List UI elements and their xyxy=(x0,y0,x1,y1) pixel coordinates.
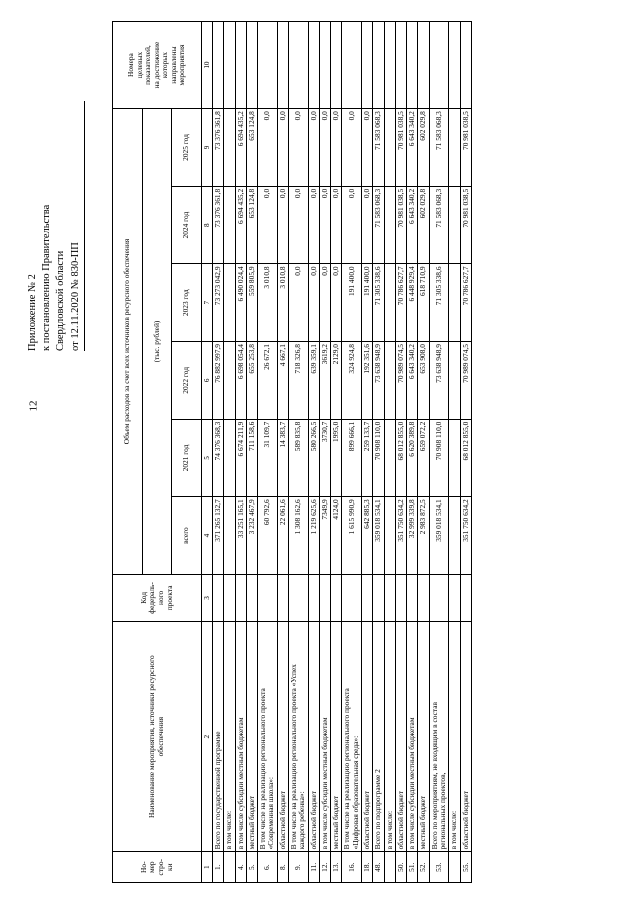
index-2: 2 xyxy=(202,621,213,852)
col-header-targets: Номера целевых показателей, на достижение которых направлены мероприятия xyxy=(113,21,202,108)
cell-2025: 653 124,8 xyxy=(246,108,257,186)
cell-federal-project-code xyxy=(235,574,246,621)
cell-total: 3 232 467,9 xyxy=(246,496,257,574)
cell-2023: 6 490 024,4 xyxy=(235,263,246,341)
cell-2023: 70 786 627,7 xyxy=(460,263,471,341)
cell-measure-name: в том числе субсидии местным бюджетам xyxy=(319,621,330,852)
table-row xyxy=(246,21,257,882)
cell-total: 1 308 162,6 xyxy=(289,496,309,574)
cell-2022: 6 698 054,4 xyxy=(235,341,246,419)
cell-row-number: 11. xyxy=(308,851,319,882)
cell-row-number: 8. xyxy=(277,851,288,882)
col-header-2025: 2025 год xyxy=(172,108,202,186)
cell-2021: 68 012 855,0 xyxy=(395,419,406,497)
cell-federal-project-code xyxy=(395,574,406,621)
cell-row-number: 4. xyxy=(235,851,246,882)
cell-2023: 3 010,8 xyxy=(277,263,288,341)
cell-row-number: 1. xyxy=(213,851,224,882)
cell-2021: 74 376 368,3 xyxy=(213,419,224,497)
cell-row-number xyxy=(449,851,460,882)
cell-2022: 2129,0 xyxy=(331,341,342,419)
cell-2023 xyxy=(449,263,460,341)
cell-2025: 71 583 068,3 xyxy=(429,108,449,186)
cell-total: 359 018 534,1 xyxy=(373,496,384,574)
cell-2024: 0,0 xyxy=(331,186,342,264)
cell-target-indicators xyxy=(407,21,418,108)
cell-2021 xyxy=(449,419,460,497)
cell-2023: 0,0 xyxy=(308,263,319,341)
cell-target-indicators xyxy=(460,21,471,108)
cell-target-indicators xyxy=(308,21,319,108)
cell-total: 642 885,3 xyxy=(362,496,373,574)
cell-measure-name: местный бюджет xyxy=(418,621,429,852)
cell-2025: 70 981 038,5 xyxy=(460,108,471,186)
table-row xyxy=(258,21,278,882)
table-row xyxy=(407,21,418,882)
cell-2024: 0,0 xyxy=(289,186,309,264)
cell-2022: 76 882 997,9 xyxy=(213,341,224,419)
cell-row-number xyxy=(224,851,235,882)
cell-2023: 191 400,0 xyxy=(362,263,373,341)
cell-row-number: 12. xyxy=(319,851,330,882)
index-4: 4 xyxy=(202,496,213,574)
table-row xyxy=(235,21,246,882)
cell-2024: 0,0 xyxy=(277,186,288,264)
cell-2024: 71 583 068,3 xyxy=(373,186,384,264)
cell-2025: 0,0 xyxy=(258,108,278,186)
document-header xyxy=(26,21,85,351)
index-1: 1 xyxy=(202,851,213,882)
table-row xyxy=(289,21,309,882)
cell-total: 359 018 534,1 xyxy=(429,496,449,574)
cell-2025: 71 583 068,3 xyxy=(373,108,384,186)
cell-row-number: 6. xyxy=(258,851,278,882)
cell-measure-name: Всего по подпрограмме 2 xyxy=(373,621,384,852)
cell-2025: 0,0 xyxy=(362,108,373,186)
cell-federal-project-code xyxy=(460,574,471,621)
index-8: 8 xyxy=(202,186,213,264)
header-line-1: Приложение № 2 xyxy=(27,273,38,351)
cell-total xyxy=(224,496,235,574)
cell-2021: 70 908 110,0 xyxy=(429,419,449,497)
cell-2022: 73 638 948,9 xyxy=(429,341,449,419)
cell-measure-name: областной бюджет xyxy=(395,621,406,852)
cell-total: 60 792,6 xyxy=(258,496,278,574)
cell-2021: 6 674 211,9 xyxy=(235,419,246,497)
cell-2021: 31 109,7 xyxy=(258,419,278,497)
cell-row-number: 50. xyxy=(395,851,406,882)
cell-target-indicators xyxy=(362,21,373,108)
cell-2022: 639 359,1 xyxy=(308,341,319,419)
cell-total: 351 750 634,2 xyxy=(460,496,471,574)
cell-2022: 73 638 948,9 xyxy=(373,341,384,419)
index-5: 5 xyxy=(202,419,213,497)
col-header-total: всего xyxy=(172,496,202,574)
table-row xyxy=(308,21,319,882)
cell-2021 xyxy=(224,419,235,497)
cell-total xyxy=(384,496,395,574)
cell-measure-name: местный бюджет xyxy=(246,621,257,852)
cell-2024: 0,0 xyxy=(258,186,278,264)
cell-2022: 324 924,8 xyxy=(342,341,362,419)
index-10: 10 xyxy=(202,21,213,108)
cell-federal-project-code xyxy=(308,574,319,621)
cell-total: 371 265 132,7 xyxy=(213,496,224,574)
cell-target-indicators xyxy=(213,21,224,108)
cell-2025 xyxy=(384,108,395,186)
col-header-name: Наименование мероприятия, источники ресурсного обеспечения xyxy=(113,621,202,852)
cell-federal-project-code xyxy=(246,574,257,621)
cell-2024: 70 981 038,5 xyxy=(460,186,471,264)
table-head xyxy=(113,21,213,882)
resource-table xyxy=(112,21,472,883)
header-row-1 xyxy=(113,21,143,882)
cell-2025: 0,0 xyxy=(342,108,362,186)
cell-target-indicators xyxy=(258,21,278,108)
cell-measure-name: областной бюджет xyxy=(308,621,319,852)
cell-2022: 4 667,1 xyxy=(277,341,288,419)
col-header-2023: 2023 год xyxy=(172,263,202,341)
cell-2021: 70 908 110,0 xyxy=(373,419,384,497)
cell-federal-project-code xyxy=(362,574,373,621)
index-6: 6 xyxy=(202,341,213,419)
table-row xyxy=(460,21,471,882)
document-page xyxy=(20,13,620,893)
cell-federal-project-code xyxy=(213,574,224,621)
cell-2023: 6 448 929,4 xyxy=(407,263,418,341)
cell-2025: 0,0 xyxy=(308,108,319,186)
cell-2024 xyxy=(449,186,460,264)
cell-federal-project-code xyxy=(331,574,342,621)
cell-measure-name: Всего по мероприятиям, не входящим в состав региональных проектов, xyxy=(429,621,449,852)
cell-2023: 0,0 xyxy=(289,263,309,341)
cell-measure-name: В том числе на реализацию регионального проекта «Современная школа»: xyxy=(258,621,278,852)
table-row xyxy=(342,21,362,882)
cell-2023: 0,0 xyxy=(331,263,342,341)
col-header-2024: 2024 год xyxy=(172,186,202,264)
cell-total: 4124,0 xyxy=(331,496,342,574)
cell-measure-name: областной бюджет xyxy=(362,621,373,852)
cell-target-indicators xyxy=(395,21,406,108)
table-row xyxy=(362,21,373,882)
index-7: 7 xyxy=(202,263,213,341)
cell-2021 xyxy=(384,419,395,497)
cell-2023: 73 273 042,9 xyxy=(213,263,224,341)
cell-row-number: 5. xyxy=(246,851,257,882)
cell-2023: 71 305 338,6 xyxy=(429,263,449,341)
cell-total: 33 251 165,1 xyxy=(235,496,246,574)
cell-federal-project-code xyxy=(384,574,395,621)
cell-2024: 71 583 068,3 xyxy=(429,186,449,264)
cell-2025: 602 029,8 xyxy=(418,108,429,186)
cell-2023: 0,0 xyxy=(319,263,330,341)
cell-total: 7349,9 xyxy=(319,496,330,574)
table-row xyxy=(213,21,224,882)
header-line-4: от 12.11.2020 № 830-ПП xyxy=(69,241,81,351)
cell-2024: 73 376 361,8 xyxy=(213,186,224,264)
cell-2022: 26 672,1 xyxy=(258,341,278,419)
cell-measure-name: в том числе: xyxy=(384,621,395,852)
cell-2024: 0,0 xyxy=(308,186,319,264)
cell-target-indicators xyxy=(342,21,362,108)
cell-target-indicators xyxy=(429,21,449,108)
cell-row-number: 13. xyxy=(331,851,342,882)
cell-2022: 3619,2 xyxy=(319,341,330,419)
cell-2021: 580 266,5 xyxy=(308,419,319,497)
cell-target-indicators xyxy=(224,21,235,108)
cell-2024: 602 029,8 xyxy=(418,186,429,264)
table-row xyxy=(395,21,406,882)
column-index-row xyxy=(202,21,213,882)
cell-row-number: 51. xyxy=(407,851,418,882)
cell-2025 xyxy=(449,108,460,186)
cell-total: 32 999 339,8 xyxy=(407,496,418,574)
cell-federal-project-code xyxy=(289,574,309,621)
cell-2022: 653 908,0 xyxy=(418,341,429,419)
cell-federal-project-code xyxy=(224,574,235,621)
col-header-no: Но- мер стро- ки xyxy=(113,851,202,882)
header-line-3: Свердловской области xyxy=(55,250,67,351)
cell-2025: 6 694 435,2 xyxy=(235,108,246,186)
cell-2022: 718 326,8 xyxy=(289,341,309,419)
cell-2024: 653 124,8 xyxy=(246,186,257,264)
cell-federal-project-code xyxy=(258,574,278,621)
col-header-2021: 2021 год xyxy=(172,419,202,497)
cell-2022 xyxy=(384,341,395,419)
cell-total: 1 219 625,6 xyxy=(308,496,319,574)
index-3: 3 xyxy=(202,574,213,621)
cell-2024 xyxy=(224,186,235,264)
cell-total: 1 615 990,9 xyxy=(342,496,362,574)
cell-target-indicators xyxy=(373,21,384,108)
cell-federal-project-code xyxy=(449,574,460,621)
table-row xyxy=(449,21,460,882)
cell-total: 2 983 872,5 xyxy=(418,496,429,574)
cell-2022: 655 253,8 xyxy=(246,341,257,419)
cell-total: 351 750 634,2 xyxy=(395,496,406,574)
cell-measure-name: В том числе на реализацию регионального проекта «Успех каждого ребенка»: xyxy=(289,621,309,852)
cell-2023: 71 305 338,6 xyxy=(373,263,384,341)
cell-row-number: 52. xyxy=(418,851,429,882)
cell-2025 xyxy=(224,108,235,186)
cell-measure-name: в том числе субсидии местным бюджетам xyxy=(407,621,418,852)
cell-2023 xyxy=(384,263,395,341)
cell-federal-project-code xyxy=(342,574,362,621)
cell-measure-name: в том числе: xyxy=(224,621,235,852)
cell-2024: 6 694 435,2 xyxy=(235,186,246,264)
cell-target-indicators xyxy=(246,21,257,108)
cell-target-indicators xyxy=(277,21,288,108)
cell-2025: 0,0 xyxy=(319,108,330,186)
table-row xyxy=(331,21,342,882)
cell-2023: 618 710,9 xyxy=(418,263,429,341)
cell-measure-name: областной бюджет xyxy=(277,621,288,852)
cell-2022: 70 989 074,5 xyxy=(460,341,471,419)
cell-federal-project-code xyxy=(407,574,418,621)
cell-2021: 3730,7 xyxy=(319,419,330,497)
col-header-units: (тыс. рублей) xyxy=(142,108,172,574)
cell-measure-name: в том числе: xyxy=(449,621,460,852)
cell-federal-project-code xyxy=(429,574,449,621)
cell-2024: 0,0 xyxy=(362,186,373,264)
cell-2021: 711 158,6 xyxy=(246,419,257,497)
cell-2025: 0,0 xyxy=(277,108,288,186)
cell-total xyxy=(449,496,460,574)
cell-target-indicators xyxy=(235,21,246,108)
cell-2024 xyxy=(384,186,395,264)
header-line-2: к постановлению Правительства xyxy=(41,204,53,351)
cell-2022 xyxy=(224,341,235,419)
cell-2021: 14 383,7 xyxy=(277,419,288,497)
cell-target-indicators xyxy=(418,21,429,108)
cell-row-number: 16. xyxy=(342,851,362,882)
cell-target-indicators xyxy=(384,21,395,108)
cell-2023 xyxy=(224,263,235,341)
cell-2024: 0,0 xyxy=(342,186,362,264)
cell-2024: 70 981 038,5 xyxy=(395,186,406,264)
cell-row-number: 53. xyxy=(429,851,449,882)
table-row xyxy=(277,21,288,882)
table-body xyxy=(213,21,472,882)
table-row xyxy=(319,21,330,882)
cell-target-indicators xyxy=(319,21,330,108)
cell-total: 22 061,6 xyxy=(277,496,288,574)
cell-target-indicators xyxy=(331,21,342,108)
cell-row-number xyxy=(384,851,395,882)
table-row xyxy=(384,21,395,882)
cell-2021: 68 012 855,0 xyxy=(460,419,471,497)
cell-federal-project-code xyxy=(373,574,384,621)
header-rule xyxy=(84,101,85,351)
cell-federal-project-code xyxy=(319,574,330,621)
cell-row-number: 48. xyxy=(373,851,384,882)
cell-measure-name: Всего по государственной программе xyxy=(213,621,224,852)
cell-2021: 899 666,1 xyxy=(342,419,362,497)
cell-2021: 589 835,8 xyxy=(289,419,309,497)
cell-row-number: 9. xyxy=(289,851,309,882)
cell-measure-name: местный бюджет xyxy=(331,621,342,852)
cell-2025: 6 643 340,2 xyxy=(407,108,418,186)
cell-2021: 259 133,7 xyxy=(362,419,373,497)
cell-2022 xyxy=(449,341,460,419)
cell-2023: 70 786 627,7 xyxy=(395,263,406,341)
cell-2025: 70 981 038,5 xyxy=(395,108,406,186)
table-row xyxy=(224,21,235,882)
cell-2022: 192 351,6 xyxy=(362,341,373,419)
cell-2024: 0,0 xyxy=(319,186,330,264)
cell-2021: 6 620 389,8 xyxy=(407,419,418,497)
cell-target-indicators xyxy=(449,21,460,108)
cell-2021: 1995,0 xyxy=(331,419,342,497)
cell-2023: 559 805,9 xyxy=(246,263,257,341)
cell-2022: 70 989 074,5 xyxy=(395,341,406,419)
index-9: 9 xyxy=(202,108,213,186)
cell-2023: 3 010,8 xyxy=(258,263,278,341)
cell-row-number: 18. xyxy=(362,851,373,882)
cell-target-indicators xyxy=(289,21,309,108)
table-row xyxy=(418,21,429,882)
cell-measure-name: В том числе на реализацию регионального проекта «Цифровая образовательная среда»: xyxy=(342,621,362,852)
cell-row-number: 55. xyxy=(460,851,471,882)
cell-2021: 659 072,2 xyxy=(418,419,429,497)
cell-measure-name: областной бюджет xyxy=(460,621,471,852)
cell-2025: 0,0 xyxy=(289,108,309,186)
cell-2025: 0,0 xyxy=(331,108,342,186)
cell-2024: 6 643 340,2 xyxy=(407,186,418,264)
col-header-2022: 2022 год xyxy=(172,341,202,419)
cell-2022: 6 643 340,2 xyxy=(407,341,418,419)
cell-federal-project-code xyxy=(277,574,288,621)
page-number: 12 xyxy=(27,400,40,412)
cell-2023: 191 400,0 xyxy=(342,263,362,341)
col-header-group-expenses: Объем расходов за счет всех источников ресурсного обеспечения xyxy=(113,108,143,574)
cell-measure-name: в том числе субсидии местным бюджетам xyxy=(235,621,246,852)
col-header-code: Код федераль- ного проекта xyxy=(113,574,202,621)
cell-2025: 73 376 361,8 xyxy=(213,108,224,186)
table-row xyxy=(373,21,384,882)
cell-federal-project-code xyxy=(418,574,429,621)
table-row xyxy=(429,21,449,882)
